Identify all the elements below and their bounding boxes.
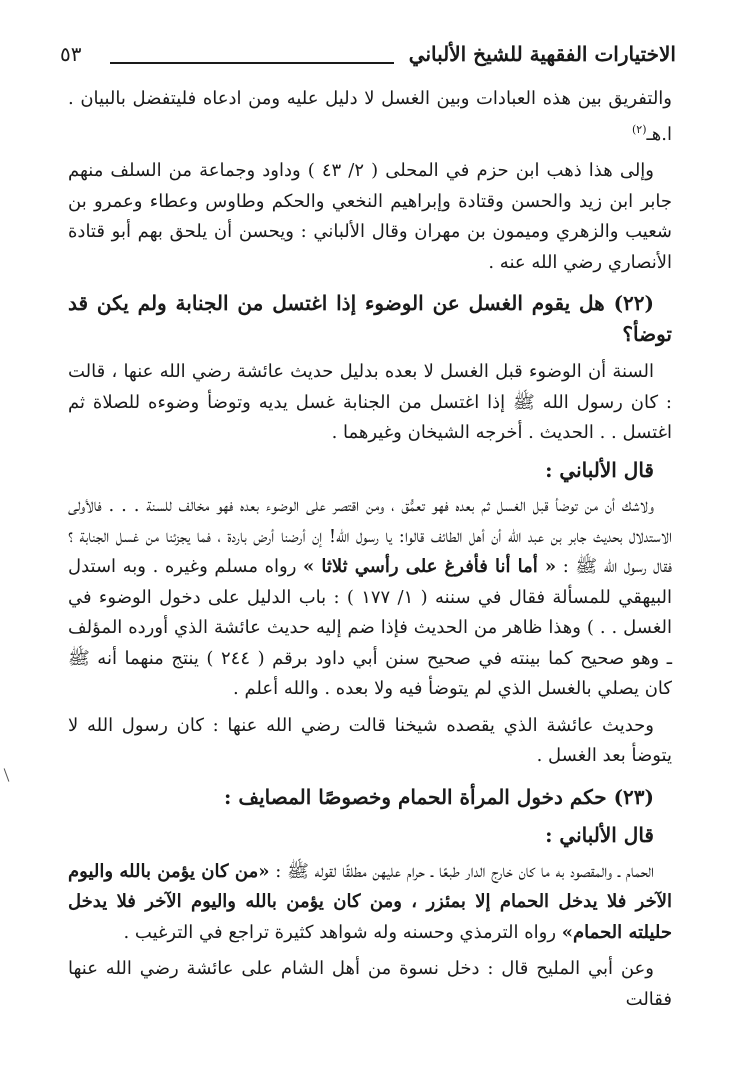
hadith-quote-1: « أما أنا فأفرغ على رأسي ثلاثا » [303, 556, 557, 577]
section-heading-23: (٢٣) حكم دخول المرأة الحمام وخصوصًا المصايف : [224, 784, 654, 809]
running-header [60, 34, 676, 74]
paragraph-4 [68, 491, 672, 705]
paragraph-6-text: الحمام ـ والمقصود به ما كان خارج الدار طبعًا ـ حرام عليهن مطلقًا لقوله ﷺ : [275, 860, 654, 882]
section-heading-22: (٢٢) هل يقوم الغسل عن الوضوء إذا اغتسل من الجنابة ولم يكن قد توضأ؟ [68, 291, 672, 346]
albani-label-1: قال الألباني : [545, 457, 654, 482]
paragraph-6-rest: رواه الترمذي وحسنه وله شواهد كثيرة تراجع في الترغيب . [123, 921, 557, 943]
page-body [68, 84, 672, 1021]
albani-label-2: قال الألباني : [545, 823, 654, 847]
scan-artifact-mark [4, 768, 10, 781]
paragraph-6 [68, 857, 672, 949]
hadith-quote-2: «من كان يؤمن بالله واليوم الآخر فلا يدخل الحمام إلا بمئزر ، ومن كان يؤمن بالله واليوم الآخر فلا يدخل حليلته الحمام» [68, 860, 672, 943]
paragraph-2: وإلى هذا ذهب ابن حزم في المحلى ( ٢/ ٤٣ ) وداود وجماعة من السلف منهم جابر ابن زيد والحسن وقتادة وإبراهيم النخعي والحكم وطاوس وعطاء وعمرو بن شعيب والزهري وميمون بن مهران وقال الألباني : ويحسن أن يلحق بهم أبو قتادة الأنصاري رضي الله عنه . [68, 160, 672, 273]
book-title: الاختيارات الفقهية للشيخ الألباني [408, 42, 676, 66]
page-number: ٥٣ [60, 42, 82, 66]
paragraph-3: السنة أن الوضوء قبل الغسل لا بعده بدليل حديث عائشة رضي الله عنها ، قالت : كان رسول الله ﷺ إذا اغتسل من الجنابة غسل يديه وتوضأ وضوءه للصلاة ثم اغتسل . . الحديث . أخرجه الشيخان وغيرهما . [68, 361, 672, 443]
paragraph-1-text: والتفريق بين هذه العبادات وبين الغسل لا دليل عليه ومن ادعاه فليتفضل بالبيان . ا.هـ [68, 88, 672, 145]
paragraph-4-rest: رواه مسلم وغيره . وبه استدل البيهقي للمسألة فقال في سننه ( ١/ ١٧٧ ) : باب الدليل على دخول الوضوء في الغسل . . ) وهذا ظاهر من الحديث فإذا ضم إليه حديث عائشة الذي أورده المؤلف ـ وهو صحيح كما بينته في صحيح سنن أبي داود برقم ( ٢٤٤ ) ينتج منهما أنه ﷺ كان يصلي بالغسل الذي لم يتوضأ فيه ولا بعده . والله أعلم . [68, 556, 672, 699]
paragraph-7: وعن أبي المليح قال : دخل نسوة من أهل الشام على عائشة رضي الله عنها فقالت [68, 958, 672, 1010]
header-rule [110, 62, 394, 64]
paragraph-5: وحديث عائشة الذي يقصده شيخنا قالت رضي الله عنها : كان رسول الله لا يتوضأ بعد الغسل . [68, 714, 672, 766]
paragraph-4-text: ولاشك أن من توضأ قبل الغسل ثم بعده فهو تعمُّق ، ومن اقتصر على الوضوء بعده فهو مخالف للسنة . . . فالأولى الاستدلال بحديث جابر بن عبد الله أن أهل الطائف قالوا: يا رسول الله! إن أرضنا أرض باردة ، فما يجزئنا من غسل الجنابة ؟ فقال رسول الله ﷺ : [68, 495, 672, 577]
footnote-marker: (٢) [631, 122, 647, 136]
paragraph-1 [68, 84, 672, 150]
